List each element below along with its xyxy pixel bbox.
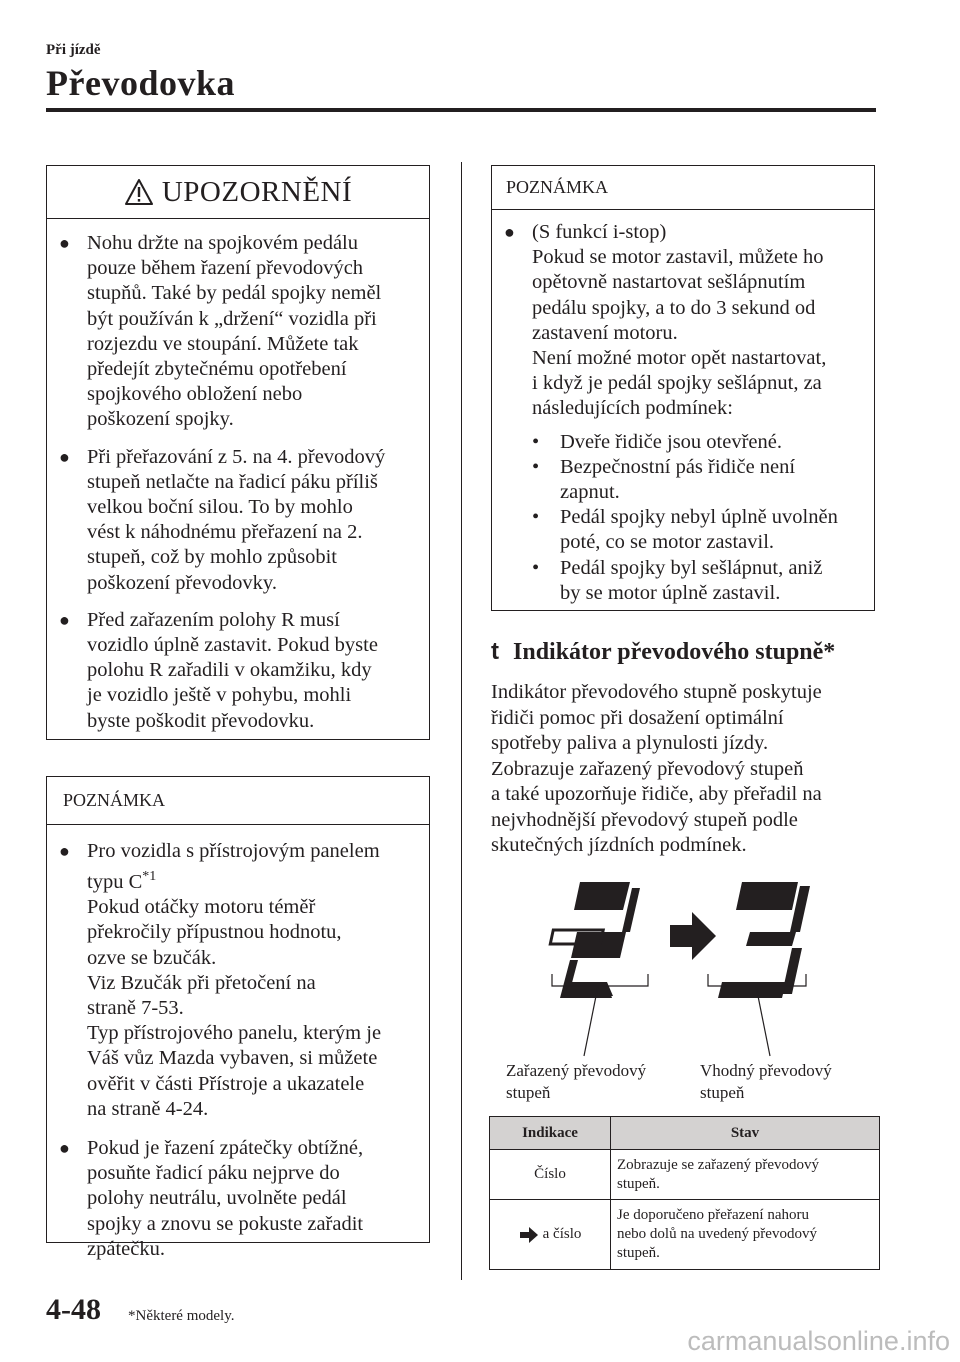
table-cell <box>490 1200 611 1270</box>
table-header: Stav <box>611 1117 880 1150</box>
text-line: zapnut. <box>560 481 620 504</box>
table-header-row <box>490 1117 880 1150</box>
shift-arrow-icon <box>519 1227 539 1243</box>
text-line: straně 7-53. <box>87 997 184 1020</box>
text-line: vést k náhodnému přeřazení na 2. <box>87 521 363 544</box>
text-line: posuňte řadicí páku nejprve do <box>87 1162 340 1185</box>
bullet-icon: • <box>532 455 540 478</box>
text-line: stupeň <box>506 1083 551 1102</box>
caution-item <box>47 608 429 734</box>
text-line: opětovně nastartovat sešlápnutím <box>532 271 806 294</box>
text-line: by se motor úplně zastavil. <box>560 581 781 604</box>
table-cell: Číslo <box>490 1150 611 1200</box>
note-heading: POZNÁMKA <box>47 777 429 825</box>
note-box <box>46 776 430 1260</box>
bullet-icon: ● <box>59 233 70 253</box>
bullet-icon: ● <box>59 841 70 861</box>
text-line: Zobrazuje se zařazený převodový <box>617 1156 819 1173</box>
footnote-marker: *1 <box>142 869 157 885</box>
text-line: Při přeřazování z 5. na 4. převodový <box>87 445 386 468</box>
text-line: Nohu držte na spojkovém pedálu <box>87 232 358 254</box>
segment-digit-3 <box>718 882 810 998</box>
text-line: být používán k „držení“ vozidla při <box>87 307 377 330</box>
bullet-icon: ● <box>59 446 70 467</box>
text-line: ozve se bzučák. <box>87 946 217 969</box>
text-line: polohu R zařadili v okamžiku, kdy <box>87 659 372 682</box>
text-line: stupňů. Také by pedál spojky neměl <box>87 282 382 305</box>
text-line: Bezpečnostní pás řidiče není <box>560 455 796 478</box>
text-line: nejvhodnější převodový stupeň podle <box>491 808 798 831</box>
caution-box <box>46 165 430 740</box>
text-line: Viz Bzučák při přetočení na <box>87 971 316 994</box>
text-line: Před zařazením polohy R musí <box>87 608 340 631</box>
bullet-icon: ● <box>504 222 515 242</box>
text-line: na straně 4-24. <box>87 1097 209 1120</box>
text-line: nebo dolů na uvedený převodový <box>617 1226 817 1242</box>
text-line: Pokud otáčky motoru téměř <box>87 896 316 919</box>
text-line: Zobrazuje zařazený převodový stupeň <box>491 757 804 780</box>
text-line: stupeň <box>700 1083 745 1102</box>
text-fragment: typu C <box>87 871 143 894</box>
text-line: Zařazený převodový <box>506 1061 647 1080</box>
text-line: poté, co se motor zastavil. <box>560 531 775 554</box>
bullet-icon: ● <box>59 609 70 630</box>
gear-indicator-figure <box>480 870 880 1060</box>
note-heading: POZNÁMKA <box>492 166 874 210</box>
note-item <box>492 220 874 606</box>
bullet-icon: • <box>532 506 540 529</box>
text-line: je vozidlo ještě v pohybu, mohli <box>87 684 352 707</box>
text-line <box>87 864 429 895</box>
indicator-paragraph <box>491 680 822 859</box>
condition-item <box>532 505 874 555</box>
text-line: pedálu spojky, a to do 3 sekund od <box>532 296 816 319</box>
footnote: *Některé modely. <box>128 1308 235 1324</box>
caution-header <box>47 166 429 219</box>
title-rule <box>46 108 876 112</box>
text-line: Pedál spojky byl sešlápnut, aniž <box>560 556 823 579</box>
table-row <box>490 1200 880 1270</box>
text-line: Pedál spojky nebyl úplně uvolněn <box>560 506 838 529</box>
table-cell <box>611 1200 880 1270</box>
text-line: stupeň. <box>617 1175 660 1192</box>
caution-heading: UPOZORNĚNÍ <box>161 175 353 208</box>
text-line: předejít zbytečnému opotřebení <box>87 358 347 381</box>
text-line: Pokud se motor zastavil, můžete ho <box>532 246 824 269</box>
condition-item <box>532 430 874 455</box>
text-line: Je doporučeno přeřazení nahoru <box>617 1207 809 1223</box>
figure-caption-current <box>506 1060 646 1104</box>
note-list <box>492 220 874 606</box>
text-line: poškození převodovky. <box>87 571 277 594</box>
text-line: (S funkcí i-stop) <box>532 221 667 243</box>
note-body <box>47 825 429 1262</box>
text-line: vozidlo úplně zastavit. Pokud byste <box>87 634 378 657</box>
section-heading-text: Indikátor převodového stupně* <box>513 639 836 665</box>
figure-caption-recommended <box>700 1060 832 1104</box>
condition-list <box>532 430 874 606</box>
table-row <box>490 1150 880 1200</box>
shift-arrow-icon <box>670 912 716 960</box>
text-line: překročily přípustnou hodnotu, <box>87 921 342 944</box>
table-cell-text: a číslo <box>542 1226 582 1242</box>
note-item <box>47 839 429 1122</box>
warning-triangle-icon <box>124 178 154 206</box>
text-line: Váš vůz Mazda vybaven, si můžete <box>87 1047 378 1070</box>
watermark: carmanualsonline.info <box>687 1326 950 1356</box>
text-line: byste poškodit převodovku. <box>87 709 315 732</box>
table-header: Indikace <box>490 1117 611 1150</box>
page-title: Převodovka <box>46 63 235 103</box>
condition-item <box>532 556 874 606</box>
text-line: spojky a znovu se pokuste zařadit <box>87 1212 364 1235</box>
bullet-icon: • <box>532 430 540 453</box>
note-box-istop <box>491 165 875 611</box>
text-line: poškození spojky. <box>87 408 234 431</box>
text-line: a také upozorňuje řidiče, aby přeřadil na <box>491 783 822 805</box>
condition-item <box>532 455 874 505</box>
text-line: ověřit v části Přístroje a ukazatele <box>87 1072 365 1095</box>
text-line: velkou boční silou. To by mohlo <box>87 496 353 519</box>
text-line: i když je pedál spojky sešlápnut, za <box>532 372 822 395</box>
caution-list <box>47 231 429 734</box>
text-line: pouze během řazení převodových <box>87 257 364 280</box>
text-line: stupeň netlačte na řadicí páku příliš <box>87 470 378 493</box>
text-line: skutečných jízdních podmínek. <box>491 834 747 856</box>
column-divider <box>461 162 462 1280</box>
text-line: spojkového obložení nebo <box>87 383 303 406</box>
text-line: Není možné motor opět nastartovat, <box>532 347 827 370</box>
table-cell <box>611 1150 880 1200</box>
text-line: zastavení motoru. <box>532 321 678 344</box>
bullet-icon: ● <box>59 1138 70 1159</box>
text-line: Pokud je řazení zpátečky obtížné, <box>87 1137 364 1160</box>
section-marker-icon: t <box>491 638 499 665</box>
bullet-icon: • <box>532 556 540 579</box>
note-body <box>492 210 874 606</box>
text-line: následujících podmínek: <box>532 397 733 420</box>
page-number: 4-48 <box>46 1293 101 1326</box>
text-line: polohy neutrálu, uvolněte pedál <box>87 1187 347 1210</box>
note-item <box>47 1136 429 1262</box>
text-line: Pro vozidla s přístrojovým panelem <box>87 840 380 862</box>
text-line: stupeň. <box>617 1245 660 1261</box>
text-line: stupeň, což by mohlo způsobit <box>87 546 337 569</box>
note-list <box>47 839 429 1262</box>
text-line: řidiči pomoc při dosažení optimální <box>491 706 784 729</box>
text-line: Dveře řidiče jsou otevřené. <box>560 430 782 453</box>
caution-item <box>47 445 429 596</box>
section-heading <box>491 638 835 666</box>
text-line: Indikátor převodového stupně poskytuje <box>491 681 822 703</box>
text-line: rozjezdu ve stoupání. Můžete tak <box>87 332 359 355</box>
indicator-table <box>489 1116 880 1270</box>
text-line: Vhodný převodový <box>700 1061 832 1080</box>
caution-body <box>47 219 429 734</box>
text-line: zpátečku. <box>87 1237 165 1260</box>
section-label: Při jízdě <box>46 42 101 58</box>
text-line: spotřeby paliva a plynulosti jízdy. <box>491 732 769 754</box>
caution-item <box>47 231 429 433</box>
text-line: Typ přístrojového panelu, kterým je <box>87 1022 382 1045</box>
